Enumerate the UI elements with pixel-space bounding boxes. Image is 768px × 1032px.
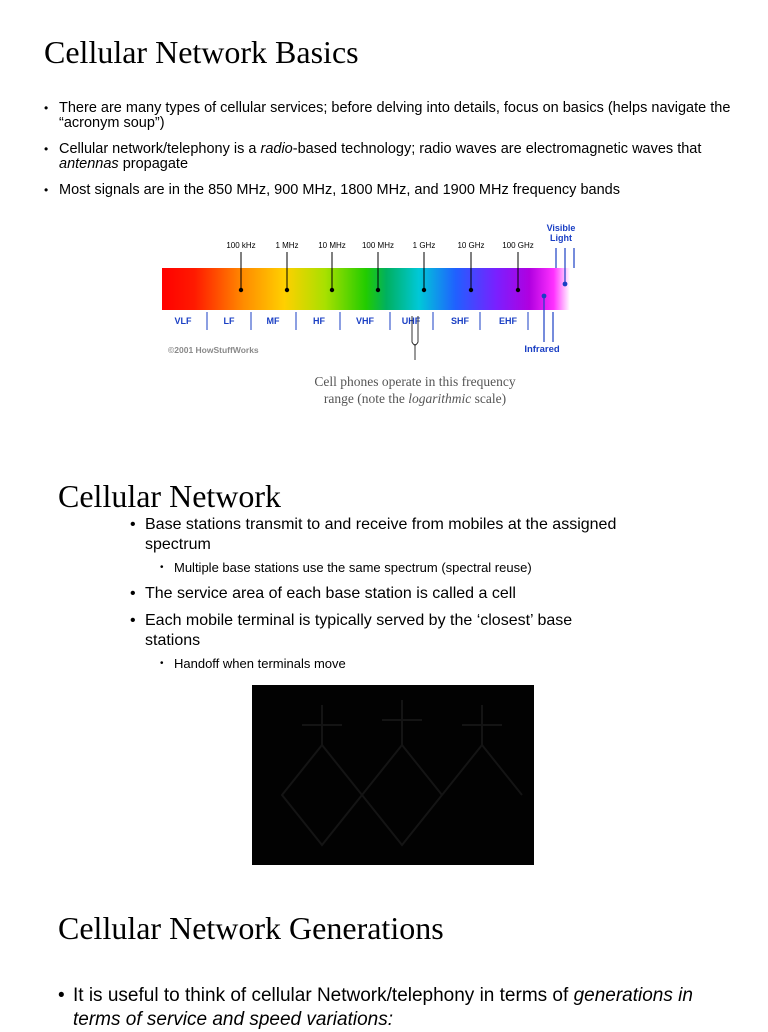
frequency-tick-label: 100 kHz — [226, 241, 256, 250]
frequency-spectrum-diagram — [158, 220, 588, 360]
bullet-text-italic: radio — [260, 141, 293, 157]
bullet-text: propagate — [118, 156, 189, 172]
band-label: VHF — [356, 316, 374, 326]
frequency-tick-label: 100 GHz — [502, 241, 534, 250]
sub-bullet-item — [130, 656, 630, 672]
frequency-tick-label: 1 GHz — [412, 241, 436, 250]
frequency-tick-dot — [422, 288, 426, 292]
copyright-text: ©2001 HowStuffWorks — [168, 345, 259, 355]
bullet-dot: • — [44, 101, 49, 115]
bullet-dot: • — [58, 985, 65, 1006]
bullet-text: There are many types of cellular services; before delving into details, focus on basics (helps navigate the “acronym soup”) — [59, 100, 731, 131]
frequency-tick-label: 10 GHz — [457, 241, 485, 250]
bullet-text-italic: generations in terms of service and speed variations: — [73, 985, 693, 1030]
band-label: EHF — [499, 316, 517, 326]
frequency-tick-dot — [239, 288, 243, 292]
visible-light-label: Visible — [546, 223, 576, 233]
bullet-item — [58, 984, 718, 1032]
caption-line-1: Cell phones operate in this frequency — [314, 374, 516, 389]
bullet-text: -based technology; radio waves are electromagnetic waves that — [292, 141, 702, 157]
cell-diagram-graphic — [252, 685, 534, 865]
slide-title: Cellular Network Generations — [58, 910, 444, 946]
bullet-item — [44, 101, 734, 131]
caption-text: range (note the — [323, 391, 409, 406]
cell-network-image — [252, 685, 534, 865]
bullet-dot: • — [44, 183, 49, 197]
frequency-tick-dot — [469, 288, 473, 292]
frequency-tick-label: 1 MHz — [275, 241, 299, 250]
bullet-dot: • — [130, 516, 136, 533]
frequency-tick-dot — [516, 288, 520, 292]
bullet-text: Cellular network/telephony is a — [59, 141, 261, 157]
band-label: HF — [313, 316, 325, 326]
band-separators — [175, 312, 529, 330]
frequency-tick-label: 100 MHz — [361, 241, 395, 250]
bullet-text: Handoff when terminals move — [174, 656, 346, 671]
caption-italic: logarithmic — [408, 391, 472, 406]
visible-light-label-2: Light — [550, 233, 572, 243]
bullet-dot: • — [130, 612, 136, 629]
spectrum-caption — [270, 373, 560, 407]
frequency-tick-dot — [330, 288, 334, 292]
frequency-tick-dot — [285, 288, 289, 292]
band-label: LF — [223, 316, 235, 326]
bullet-text: The service area of each base station is called a cell — [145, 585, 516, 602]
slide-title: Cellular Network — [58, 478, 282, 514]
bullet-list — [44, 101, 734, 209]
bullet-text: Base stations transmit to and receive from mobiles at the assigned spectrum — [145, 516, 617, 553]
caption-line-2 — [270, 390, 560, 407]
bullet-dot: • — [160, 562, 164, 573]
bullet-list — [130, 515, 630, 680]
caption-text-end: scale) — [471, 391, 507, 406]
frequency-tick-label: 10 MHz — [318, 241, 346, 250]
bullet-item — [44, 183, 734, 198]
band-label: MF — [266, 316, 280, 326]
slide-title: Cellular Network Basics — [44, 34, 359, 70]
band-label: VLF — [174, 316, 192, 326]
bullet-item — [130, 611, 630, 651]
spectrum-bar — [162, 268, 570, 310]
bullet-text: Multiple base stations use the same spectrum (spectral reuse) — [174, 560, 532, 575]
frequency-tick-dot — [376, 288, 380, 292]
bullet-text: It is useful to think of cellular Network/telephony in terms of — [73, 985, 574, 1006]
bullet-item — [130, 515, 630, 555]
bullet-dot: • — [130, 585, 136, 602]
band-label: UHF — [401, 316, 421, 326]
bullet-list — [58, 984, 718, 1032]
bullet-text-italic: antennas — [59, 156, 119, 172]
bullet-dot: • — [44, 142, 49, 156]
bullet-dot: • — [160, 658, 164, 669]
bullet-item — [130, 584, 630, 604]
bullet-text: Each mobile terminal is typically served by the ‘closest’ base stations — [145, 612, 573, 649]
sub-bullet-item — [130, 560, 630, 576]
infrared-label: Infrared — [524, 344, 560, 355]
bullet-text: Most signals are in the 850 MHz, 900 MHz, 1800 MHz, and 1900 MHz frequency bands — [59, 182, 620, 198]
bullet-item — [44, 142, 734, 172]
band-label: SHF — [451, 316, 469, 326]
